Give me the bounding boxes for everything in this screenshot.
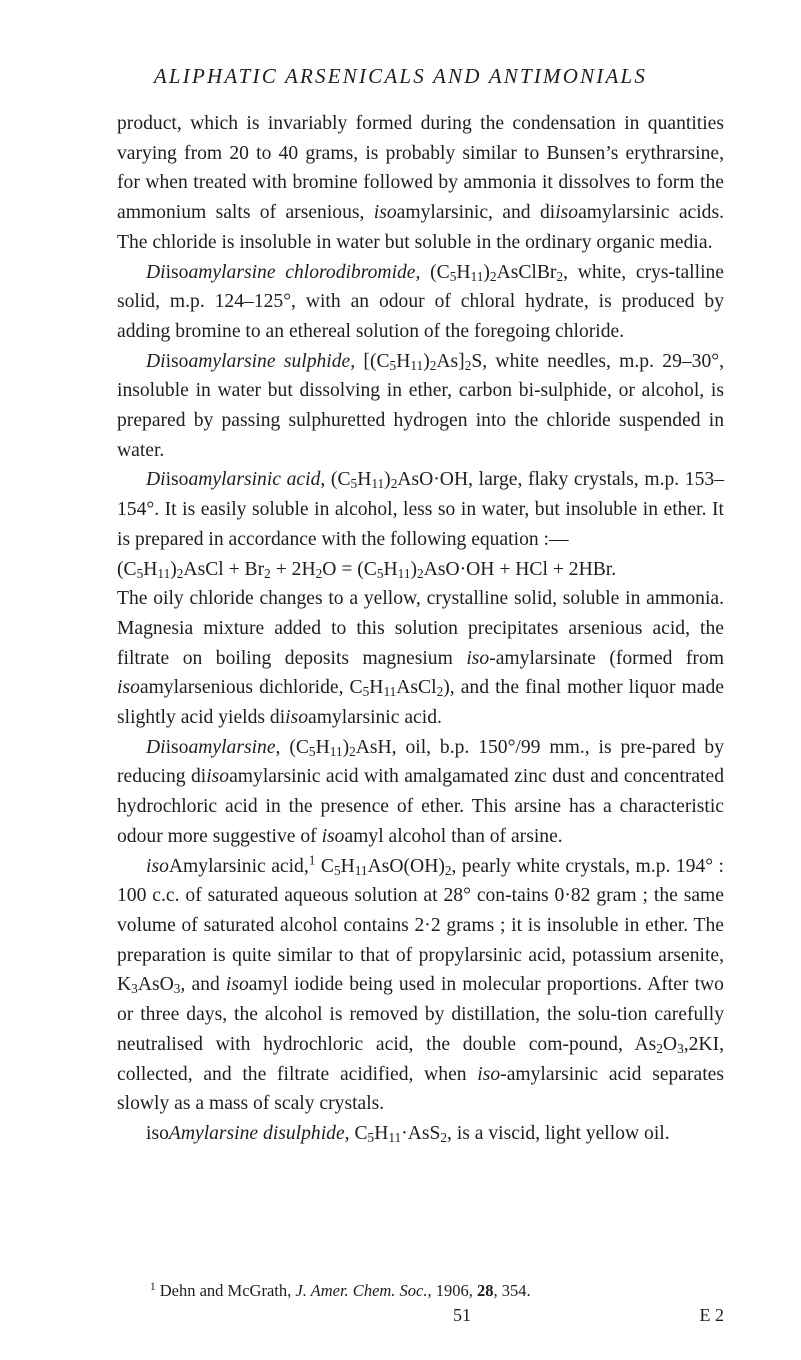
- page-number: 51: [453, 1305, 471, 1325]
- paragraph: Diisoamylarsine chlorodibromide, $(C_5H_{11})_2AsClBr_2$, white, crys-talline solid, m.p. 124–125°, with an odour of chloral hydrate, is produced by adding bromine to an ethereal solution of the foregoing chloride.: [117, 261, 725, 342]
- paragraph: isoAmylarsinic acid,$^1$ $C_5H_{11}AsO(OH)_2$, pearly white crystals, m.p. 194° : 100 c.c. of saturated aqueous solution at 28° con-tains 0·82 gram ; the same volume of saturated alcohol contains 2·2 grams ; it is insoluble in ether. The preparation is quite similar to that of propylarsinic acid, potassium arsenite, $K_3AsO_3$, and isoamyl iodide being used in molecular proportions. After two or three days, the alcohol is removed by distillation, the solu-tion carefully neutralised with hydrochloric acid, the double com-pound, $As_2O_3,2KI$, collected, and the filtrate acidified, when iso-amylarsinic acid separates slowly as a mass of scaly crystals.: [117, 852, 724, 1115]
- paragraph: product, which is invariably formed during the condensation in quantities varying from 20 to 40 grams, is probably similar to Bunsen’s erythrarsine, for when treated with bromine followed by ammonia it dissolves to form the ammonium salts of arsenious, isoamylarsinic, and diisoamylarsinic acids. The chloride is insoluble in water but soluble in the ordinary organic media.: [117, 113, 725, 253]
- equation-line: $(C_5H_{11})_2AsCl + Br_2 + 2H_2O = (C_5H_{11})_2AsO\cdot OH$ + HCl + 2HBr.: [117, 558, 617, 581]
- paragraph: The oily chloride changes to a yellow, crystalline solid, soluble in ammonia. Magnesia mixture added to this solution precipitates arsenious acid, the filtrate on boiling deposits magnesium iso-amylarsinate (formed from isoamylarsenious dichloride, $C_5H_{11}AsCl_2$), and the final mother liquor made slightly acid yields diisoamylarsinic acid.: [117, 588, 724, 729]
- paragraph: Diisoamylarsinic acid, $(C_5H_{11})_2AsO\cdot OH$, large, flaky crystals, m.p. 153–154°. It is easily soluble in alcohol, less so in water, but insoluble in ether. It is prepared in accordance with the following equation :—: [117, 469, 724, 550]
- signature-mark: E 2: [699, 1305, 724, 1325]
- paragraph: Diisoamylarsine, $(C_5H_{11})_2AsH$, oil, b.p. 150°/99 mm., is pre-pared by reducing diisoamylarsinic acid with amalgamated zinc dust and concentrated hydrochloric acid in the presence of ether. This arsine has a characteristic odour more suggestive of isoamyl alcohol than of arsine.: [117, 736, 724, 847]
- body-text: [117, 109, 724, 1149]
- paragraph: Diisoamylarsine sulphide, $[(C_5H_{11})_2As]_2S$, white needles, m.p. 29–30°, insoluble in water but dissolving in ether, carbon bi-sulphide, or alcohol, is prepared by passing sulphuretted hydrogen into the chloride suspended in water.: [117, 350, 725, 461]
- running-header: ALIPHATIC ARSENICALS AND ANTIMONIALS: [153, 64, 648, 88]
- paragraph: isoAmylarsine disulphide, $C_5H_{11}\cdot AsS_2$, is a viscid, light yellow oil.: [146, 1122, 670, 1145]
- footnote: $^1$ Dehn and McGrath, J. Amer. Chem. Soc., 1906, 28, 354.: [150, 1280, 531, 1300]
